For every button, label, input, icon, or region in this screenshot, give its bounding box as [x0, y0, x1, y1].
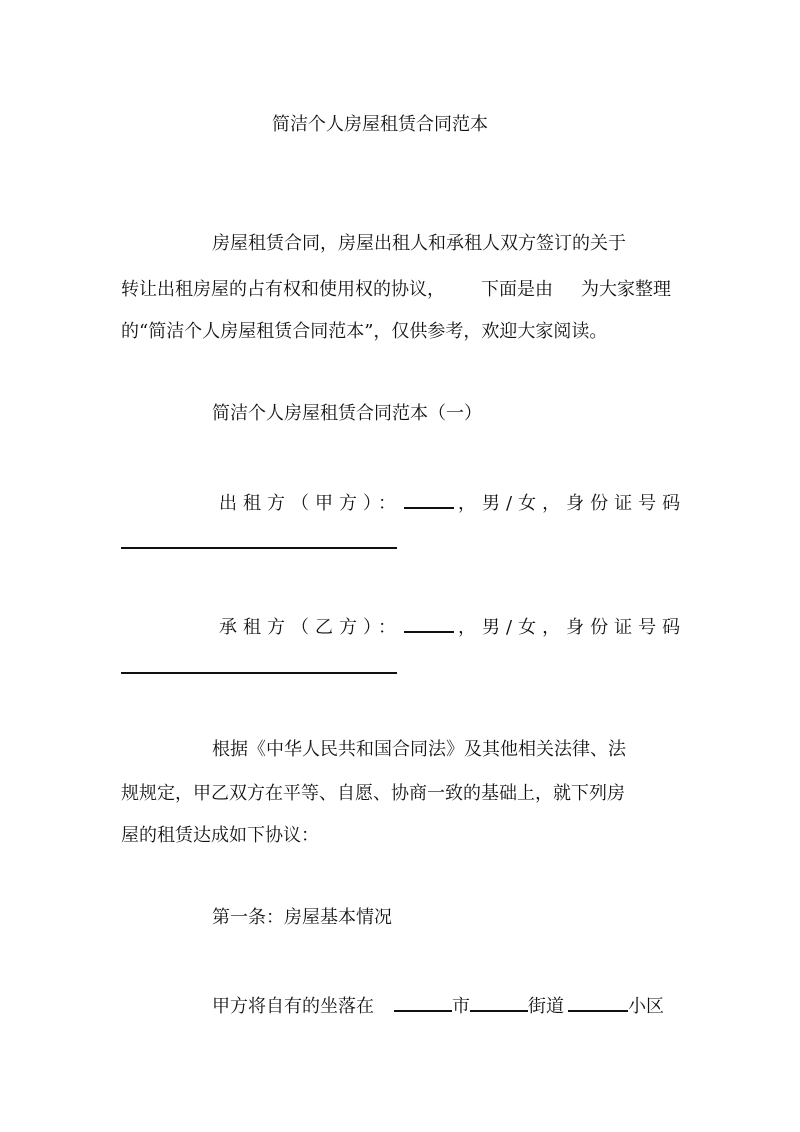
- party-a-id-blank[interactable]: [121, 547, 397, 549]
- law-line-2: 规规定，甲乙双方在平等、自愿、协商一致的基础上，就下列房: [121, 783, 625, 804]
- city-label: 市: [452, 996, 470, 1017]
- party-b-details: ，男/女，身份证号码: [458, 617, 687, 638]
- location-prefix: 甲方将自有的坐落在: [212, 996, 374, 1017]
- intro-line-2-part-c: 为大家整理: [581, 279, 671, 300]
- intro-line-2: [121, 278, 671, 302]
- party-b-id-blank[interactable]: [121, 672, 397, 674]
- party-a-line: [219, 487, 686, 516]
- location-line: [212, 990, 664, 1019]
- party-a-name-blank[interactable]: [404, 487, 454, 509]
- community-blank[interactable]: [568, 990, 628, 1012]
- section-subtitle: 简洁个人房屋租赁合同范本（一）: [212, 403, 482, 424]
- street-label: 街道: [528, 996, 564, 1017]
- intro-line-2-part-a: 转让出租房屋的占有权和使用权的协议，: [121, 279, 445, 300]
- law-line-3: 屋的租赁达成如下协议：: [121, 825, 319, 846]
- community-label: 小区: [628, 996, 664, 1017]
- article-1-heading: 第一条：房屋基本情况: [212, 907, 392, 928]
- document-title: 简洁个人房屋租赁合同范本: [272, 114, 488, 135]
- party-b-name-blank[interactable]: [404, 611, 454, 633]
- city-blank[interactable]: [394, 990, 452, 1012]
- intro-line-2-part-b: 下面是由: [481, 279, 553, 300]
- intro-line-1: 房屋租赁合同，房屋出租人和承租人双方签订的关于: [212, 233, 626, 254]
- law-line-1: 根据《中华人民共和国合同法》及其他相关法律、法: [212, 739, 626, 760]
- street-blank[interactable]: [470, 990, 528, 1012]
- party-a-details: ，男/女，身份证号码: [458, 493, 687, 514]
- party-b-line: [219, 611, 686, 640]
- party-b-label: 承租方（乙方）：: [219, 617, 402, 638]
- intro-line-3: 的“简洁个人房屋租赁合同范本”，仅供参考，欢迎大家阅读。: [121, 321, 608, 342]
- party-a-label: 出租方（甲方）：: [219, 493, 402, 514]
